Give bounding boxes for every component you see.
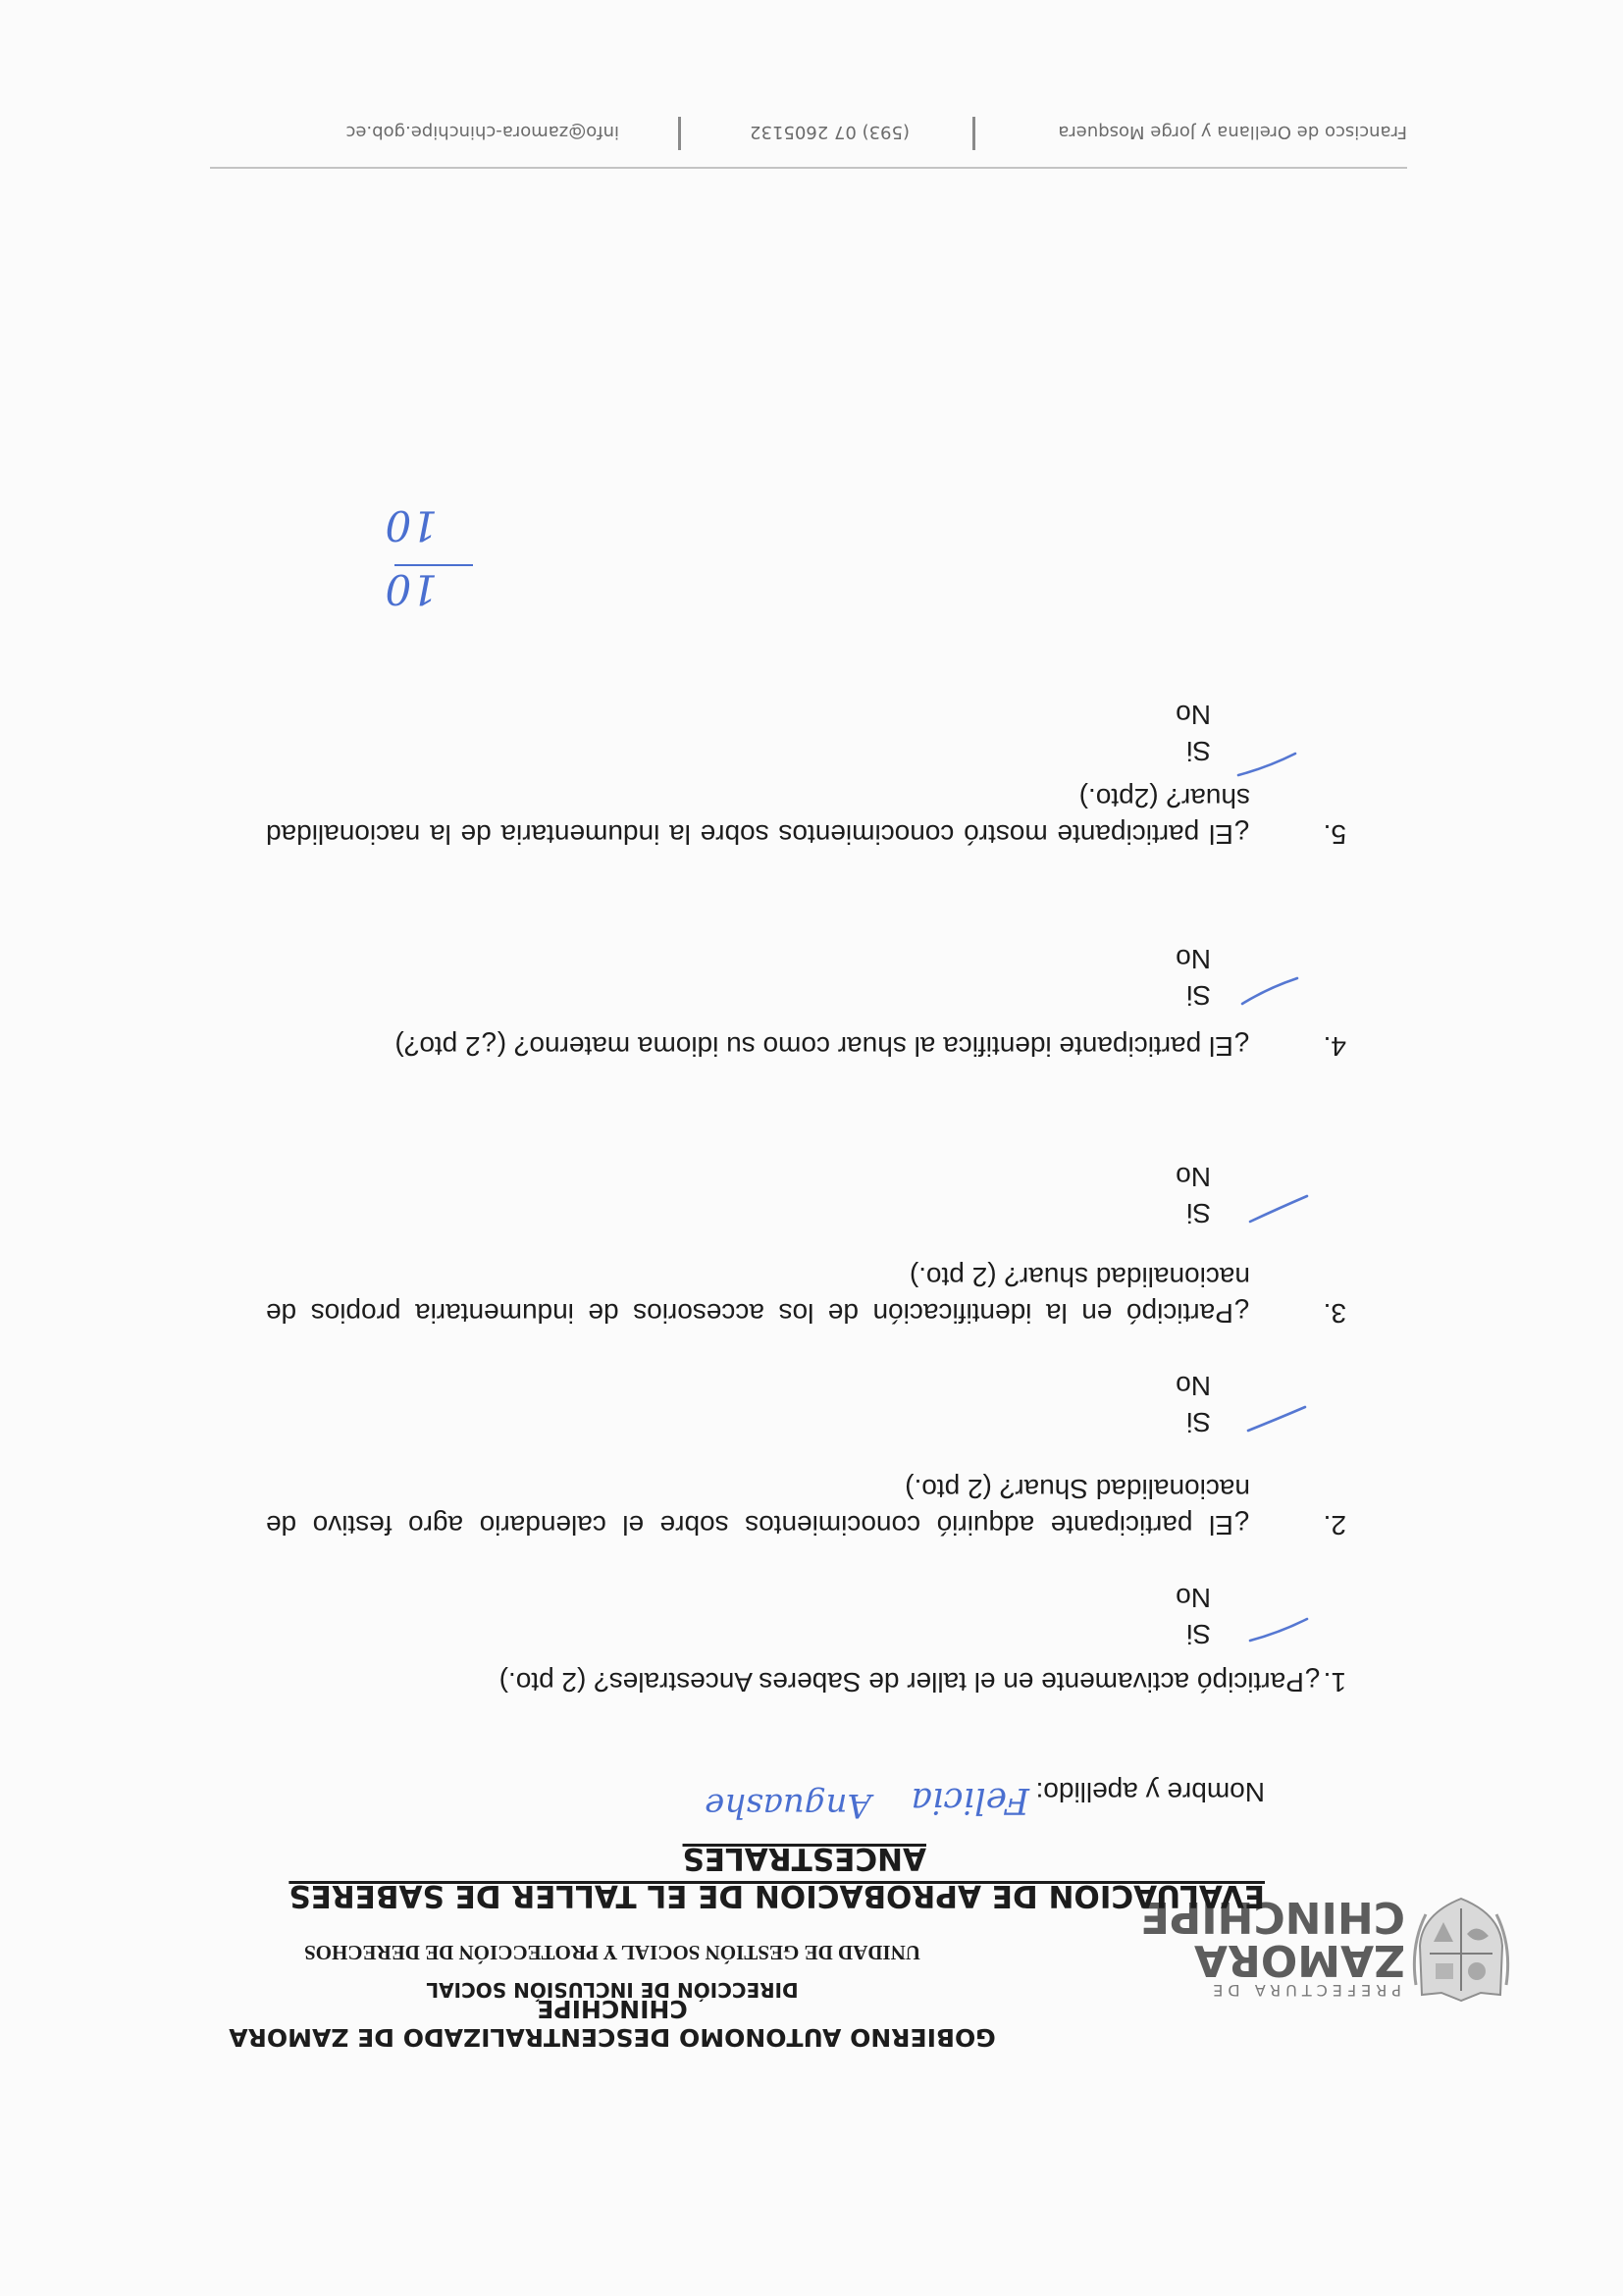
question-number: 5. <box>1323 819 1346 850</box>
option-no: No <box>1176 944 1211 974</box>
document-title: EVALUACION DE APROBACION DE EL TALLER DE SABERES <box>288 1878 1265 1913</box>
logo-line-chinchipe: CHINCHIPE <box>1139 1892 1405 1942</box>
footer-phone: (593) 07 2605132 <box>750 122 910 142</box>
logo-prefix: PREFECTURA DE <box>1208 1981 1401 2000</box>
question-number: 4. <box>1323 1031 1346 1062</box>
crest-icon <box>1412 1895 1510 2005</box>
footer-separator <box>678 117 681 150</box>
question-number: 2. <box>1323 1510 1346 1540</box>
option-yes: Si <box>1186 1407 1211 1437</box>
footer-separator <box>972 117 975 150</box>
option-yes: Si <box>1186 736 1211 766</box>
logo-line-zamora: ZAMORA <box>1193 1935 1405 1985</box>
option-yes: Si <box>1186 1619 1211 1649</box>
question-text: ¿El participante identifica al shuar como su idioma materno? (¿2 pto?) <box>394 1031 1250 1062</box>
option-no: No <box>1176 1583 1211 1613</box>
checkmark-icon <box>1248 1615 1309 1644</box>
name-label: Nombre y apellido: <box>1035 1777 1265 1807</box>
question-text: ¿El participante mostró conocimientos sobre la indumentaria de la nacionalidad shuar? (2pto.) <box>266 783 1250 850</box>
checkmark-icon <box>1246 1403 1307 1433</box>
checkmark-icon <box>1238 976 1299 1006</box>
unit-title: UNIDAD DE GESTIÓN SOCIAL Y PROTECCIÓN DE DERECHOS <box>304 1941 920 1964</box>
checkmark-icon <box>1248 1194 1309 1224</box>
score-obtained: 10 <box>385 565 438 613</box>
footer-rule <box>210 167 1407 169</box>
score-fraction-line <box>394 564 473 566</box>
option-yes: Si <box>1186 1198 1211 1228</box>
direction-title: DIRECCIÓN DE INCLUSIÓN SOCIAL <box>426 1978 799 2002</box>
footer-email: info@zamora-chinchipe.gob.ec <box>345 122 619 142</box>
question-text: ¿Participó activamente en el taller de Saberes Ancestrales? (2 pto.) <box>498 1667 1321 1697</box>
option-no: No <box>1176 700 1211 730</box>
checkmark-icon <box>1236 750 1297 779</box>
footer-address: Francisco de Orellana y Jorge Mosquera <box>1058 122 1407 142</box>
participant-first-name: Felicia <box>911 1780 1029 1820</box>
score-total: 10 <box>385 501 438 549</box>
question-number: 1. <box>1323 1667 1346 1697</box>
option-no: No <box>1176 1371 1211 1401</box>
question-text: ¿Participó en la identificación de los accesorios de indumentaria propios de nacionalidad shuar? (2 pto.) <box>266 1262 1250 1329</box>
option-yes: Si <box>1186 980 1211 1011</box>
option-no: No <box>1176 1162 1211 1192</box>
government-title: GOBIERNO AUTONOMO DESCENTRALIZADO DE ZAMORA CHINCHIPE <box>229 1995 996 2052</box>
participant-last-name: Anguashe <box>705 1786 871 1825</box>
question-text: ¿El participante adquirió conocimientos sobre el calendario agro festivo de nacionalidad Shuar? (2 pto.) <box>266 1474 1250 1540</box>
question-number: 3. <box>1323 1298 1346 1329</box>
document-title-continued: ANCESTRALES <box>682 1841 926 1876</box>
